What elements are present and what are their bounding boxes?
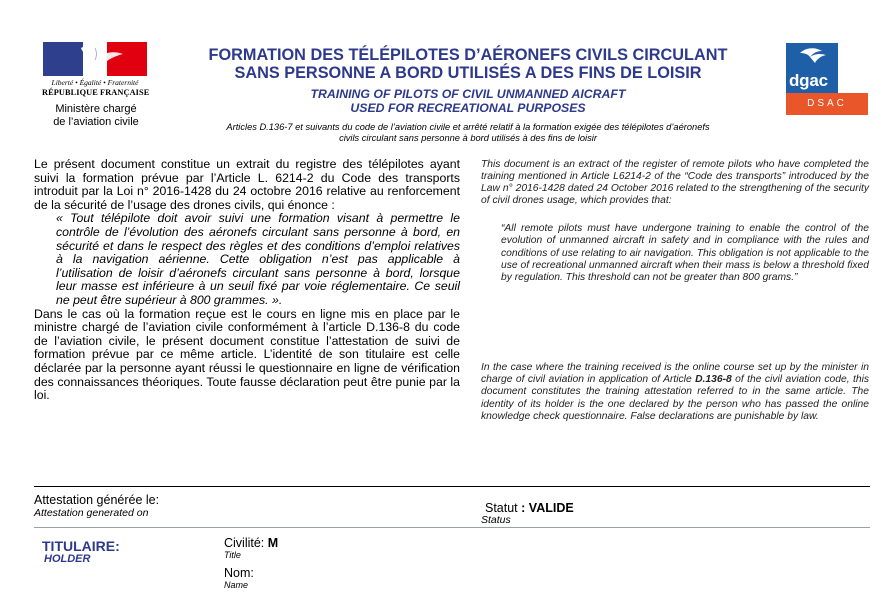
status-label-en: Status	[481, 514, 511, 526]
name-field-label: Nom:	[224, 566, 254, 580]
dsac-label: DSAC	[786, 93, 868, 115]
holder-label-en: HOLDER	[44, 553, 91, 565]
legal-reference-line-1: Articles D.136-7 et suivants du code de l’aviation civile et arrêté relatif à la formation exigée des télépilotes d’aéronefs	[226, 122, 710, 132]
en-quote-paragraph: “All remote pilots must have undergone training to enable the control of the evolution of unmanned aircraft in safety and in compliance with the rules and conditions of use relating to air navigation. This obligation is not applicable to the use of recreational unmanned aircraft when their mass is below a threshold fixed by regulation. This threshold can not be greater than 800 grams.”	[501, 223, 869, 283]
title-fr-line-2: SANS PERSONNE A BORD UTILISÉS A DES FINS DE LOISIR	[234, 64, 702, 82]
en-para2-article: D.136-8	[695, 374, 732, 386]
status-field: Statut : VALIDE	[485, 501, 574, 515]
republique-francaise-logo	[42, 42, 148, 97]
generated-date-label-en: Attestation generated on	[34, 507, 149, 519]
title-en-line-1: TRAINING OF PILOTS OF CIVIL UNMANNED AICRAFT	[310, 87, 626, 101]
republic-name: RÉPUBLIQUE FRANÇAISE	[42, 88, 150, 97]
fr-intro-paragraph: Le présent document constitue un extrait du registre des télépilotes ayant suivi la formation prévue par l’Article L. 6214-2 du Code des transports introduit par la Loi n° 2016-1428 du 24 octobre 2016 relative au renforcement de la sécurité de l’usage des drones civils, qui énonce :	[34, 157, 460, 212]
en-attestation-paragraph	[481, 362, 869, 422]
civility-label-en: Title	[224, 550, 241, 560]
ministry-label	[28, 103, 164, 129]
marianne-flag-icon	[43, 42, 147, 76]
dgac-logo	[786, 43, 868, 115]
status-label: Statut	[485, 501, 518, 515]
french-text-column	[34, 158, 460, 403]
fr-quote-paragraph: « Tout télépilote doit avoir suivi une formation visant à permettre le contrôle de l’évolution des aéronefs circulant sans personne à bord, en sécurité et dans le respect des règles et des conditions d’emploi relatives à la navigation aérienne. Cette obligation n’est pas applicable à l’utilisation de loisir d’aéronefs circulant sans personne à bord, lorsque leur masse est inférieure à un seuil fixé par voie réglementaire. Ce seuil ne peut être supérieur à 800 grammes. ».	[56, 211, 460, 307]
republic-motto: Liberté • Égalité • Fraternité	[51, 78, 139, 87]
civility-field	[224, 536, 278, 550]
ministry-line-2: de l’aviation civile	[53, 116, 139, 128]
section-divider	[34, 486, 870, 487]
english-text-column	[481, 159, 869, 284]
civility-label: Civilité:	[224, 536, 265, 550]
holder-label: TITULAIRE:	[42, 538, 120, 554]
fr-attestation-paragraph: Dans le cas où la formation reçue est le cours en ligne mis en place par le ministre chargé de l’aviation civile conformément à l’article D.136-8 du code de l’aviation civile, le présent document constitue l’attestation de suivi de formation prévue par ce même article. L’identité de son titulaire est celle déclarée par la personne ayant réussi le questionnaire en ligne de vérification des connaissances théoriques. Toute fausse déclaration peut être punie par la loi.	[34, 306, 460, 403]
dgac-logo-box	[786, 43, 838, 93]
en-para2-part-b: of the civil aviation code, this document constitutes the training attestation referred to in the same article. The identity of its holder is the one declared by the person who has passed the online knowledge check questionnaire. False declarations are punishable by law.	[481, 374, 870, 422]
dgac-bird-icon	[786, 43, 838, 71]
legal-reference-line-2: civils circulant sans personne à bord utilisés à des fins de loisir	[339, 133, 597, 143]
dgac-label: dgac	[789, 71, 828, 90]
status-value: VALIDE	[528, 501, 574, 515]
civility-value: M	[267, 536, 279, 550]
en-intro-paragraph: This document is an extract of the register of remote pilots who have completed the training mentioned in Article L6214-2 of the “Code des transports” introduced by the Law n° 2016-1428 dated 24 October 2016 related to the strengthening of the security of civil drones usage, which provides that:	[481, 159, 869, 207]
generated-date-label: Attestation générée le:	[34, 493, 160, 507]
en-para2-part-a: In the case where the training received is the online course set up by the minister in charge of civil aviation in application of Article	[481, 362, 869, 386]
ministry-line-1: Ministère chargé	[55, 103, 137, 115]
title-fr-line-1: FORMATION DES TÉLÉPILOTES D’AÉRONEFS CIVILS CIRCULANT	[208, 46, 728, 64]
name-label-en: Name	[224, 580, 249, 590]
title-en-line-2: USED FOR RECREATIONAL PURPOSES	[350, 101, 586, 115]
holder-separator	[34, 527, 870, 528]
